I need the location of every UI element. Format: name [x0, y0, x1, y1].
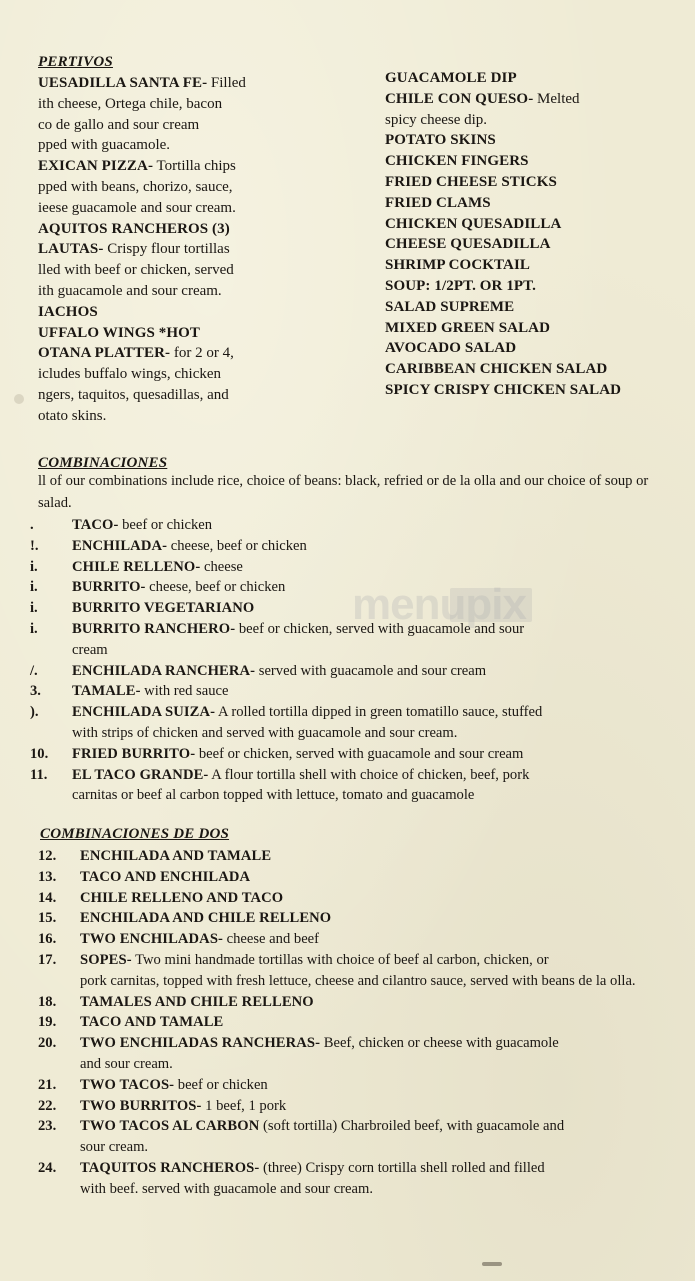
combo-description: beef or chicken: [174, 1076, 268, 1093]
menu-line: [385, 255, 621, 276]
combo-item: [30, 536, 685, 557]
combinaciones-list: [30, 515, 685, 806]
combo-number: 17.: [38, 951, 57, 968]
combo-name: ENCHILADA-: [72, 537, 168, 554]
menu-line: [385, 338, 621, 359]
combo-number: i.: [30, 558, 38, 575]
aperitivos-left-column: [38, 73, 246, 427]
aperitivos-right-column: [385, 68, 621, 401]
combo-number: 19.: [38, 1014, 57, 1031]
combo-text: [80, 992, 693, 1013]
item-description: ith guacamole and sour cream.: [38, 282, 222, 299]
item-description: ieese guacamole and sour cream.: [38, 199, 236, 216]
menu-line: [38, 385, 246, 406]
combo-item: [38, 992, 693, 1013]
menu-line: [385, 359, 621, 380]
combo-description-continued: with strips of chicken and served with guacamole and sour cream.: [72, 724, 458, 741]
combo-name: TACO AND TAMALE: [80, 1014, 224, 1031]
combo-item: [30, 681, 685, 702]
menu-line: [385, 234, 621, 255]
page-smudge: [482, 1262, 502, 1266]
combo-name: FRIED BURRITO-: [72, 745, 196, 762]
combo-text: [80, 846, 693, 867]
combo-name: TWO TACOS AL CARBON: [80, 1118, 260, 1135]
item-description: lled with beef or chicken, served: [38, 262, 234, 279]
combo-description: Two mini handmade tortillas with choice of beef al carbon, chicken, or: [131, 951, 549, 968]
combo-item: [30, 702, 685, 744]
combo-name: EL TACO GRANDE-: [72, 766, 209, 783]
menu-line: [38, 323, 246, 344]
combo-description: cheese, beef or chicken: [167, 537, 307, 554]
combo-item: [38, 1012, 693, 1033]
combo-item: [38, 908, 693, 929]
item-description: Filled: [207, 75, 246, 91]
combo-description: cheese: [200, 558, 243, 575]
item-name: SOUP: 1/2PT. OR 1PT.: [385, 277, 537, 294]
combo-description-continued: sour cream.: [80, 1139, 149, 1156]
combo-text: [72, 598, 685, 619]
combinaciones-heading: COMBINACIONES: [38, 455, 168, 471]
menu-line: [385, 276, 621, 297]
item-name: SHRIMP COCKTAIL: [385, 257, 530, 274]
combo-number: 13.: [38, 868, 57, 885]
combo-text: [80, 908, 693, 929]
combo-number: ).: [30, 704, 39, 721]
item-name: AQUITOS RANCHEROS (3): [38, 220, 230, 237]
combo-item: [38, 1158, 693, 1200]
combo-description: beef or chicken, served with guacamole and sour: [235, 620, 525, 637]
menu-line: [38, 73, 246, 94]
combo-name: TACO-: [72, 517, 119, 533]
paper-spot: [14, 394, 24, 404]
menu-line: [38, 281, 246, 302]
combo-description: A rolled tortilla dipped in green tomatillo sauce, stuffed: [215, 704, 543, 721]
combo-name: TACO AND ENCHILADA: [80, 868, 251, 885]
menu-line: [385, 110, 621, 131]
combo-number: 16.: [38, 931, 57, 948]
item-description: Crispy flour tortillas: [103, 241, 230, 258]
menu-line: [38, 135, 246, 156]
menu-line: [38, 115, 246, 136]
item-name: CHICKEN QUESADILLA: [385, 215, 562, 232]
combo-text: [72, 702, 685, 723]
item-description: pped with guacamole.: [38, 137, 171, 154]
combo-item: [30, 515, 685, 536]
menu-line: [38, 239, 246, 260]
combo-name: ENCHILADA AND TAMALE: [80, 848, 272, 864]
combo-name: BURRITO-: [72, 579, 146, 596]
combo-text: [80, 929, 693, 950]
menu-line: [38, 364, 246, 385]
combo-item: [30, 598, 685, 619]
combo-text: [80, 1033, 693, 1054]
menu-line: [385, 89, 621, 110]
combo-description: Beef, chicken or cheese with guacamole: [320, 1035, 559, 1052]
item-name: MIXED GREEN SALAD: [385, 319, 551, 336]
combo-name: CHILE RELLENO-: [72, 558, 201, 575]
combo-description: beef or chicken: [118, 517, 213, 533]
menu-line: [385, 68, 621, 89]
item-description: spicy cheese dip.: [385, 111, 488, 128]
combo-text: [72, 536, 685, 557]
item-description: pped with beans, chorizo, sauce,: [38, 178, 233, 195]
combo-number: 10.: [30, 745, 49, 762]
item-name: OTANA PLATTER-: [38, 345, 171, 362]
combo-number: 15.: [38, 910, 57, 927]
combo-number: 20.: [38, 1035, 57, 1052]
item-name: UESADILLA SANTA FE-: [38, 75, 208, 91]
item-description: for 2 or 4,: [170, 345, 234, 362]
menu-line: [38, 260, 246, 281]
combo-name: SOPES-: [80, 951, 132, 968]
menu-line: [38, 156, 246, 177]
combo-text: [72, 661, 685, 682]
combo-text: [72, 681, 685, 702]
combo-description-continued: pork carnitas, topped with fresh lettuce, cheese and cilantro sauce, served with beans de la olla.: [80, 972, 636, 989]
combo-text: [80, 1075, 693, 1096]
combo-text: [80, 1158, 693, 1179]
combo-item: [38, 1033, 693, 1075]
combo-number: 18.: [38, 993, 57, 1010]
item-description: otato skins.: [38, 407, 107, 424]
combo-item: [38, 1096, 693, 1117]
combo-name: CHILE RELLENO AND TACO: [80, 889, 284, 906]
combo-description: (three) Crispy corn tortilla shell rolled and filled: [259, 1159, 545, 1176]
item-description: Tortilla chips: [153, 158, 236, 175]
combo-description-continued: cream: [72, 641, 108, 658]
combo-name: TAMALES AND CHILE RELLENO: [80, 993, 314, 1010]
combo-name: BURRITO VEGETARIANO: [72, 600, 255, 617]
item-name: CHILE CON QUESO-: [385, 90, 534, 107]
combinaciones-intro: ll of our combinations include rice, choice of beans: black, refried or de la olla and our choice of soup or salad.: [38, 473, 649, 511]
item-name: POTATO SKINS: [385, 132, 496, 149]
combo-number: 3.: [30, 683, 41, 700]
item-name: AVOCADO SALAD: [385, 340, 517, 357]
combo-description: 1 beef, 1 pork: [201, 1097, 287, 1114]
combo-item: [30, 619, 685, 661]
item-name: SALAD SUPREME: [385, 298, 515, 315]
menu-line: [38, 406, 246, 427]
combo-name: TAQUITOS RANCHEROS-: [80, 1159, 260, 1176]
item-description: ith cheese, Ortega chile, bacon: [38, 95, 223, 112]
combo-name: TAMALE-: [72, 683, 141, 700]
combo-number: .: [30, 517, 34, 533]
combo-item: [38, 1116, 693, 1158]
item-description: Melted: [533, 90, 580, 107]
combo-description: cheese, beef or chicken: [145, 579, 286, 596]
menu-line: [385, 297, 621, 318]
menu-line: [385, 193, 621, 214]
combo-name: ENCHILADA RANCHERA-: [72, 662, 256, 679]
menu-line: [38, 343, 246, 364]
item-name: GUACAMOLE DIP: [385, 70, 517, 86]
menu-line: [38, 302, 246, 323]
menu-line: [385, 318, 621, 339]
combo-item: [38, 867, 693, 888]
combo-text: [80, 867, 693, 888]
combo-description: cheese and beef: [223, 931, 320, 948]
combo-text: [72, 515, 685, 536]
combo-text: [80, 950, 693, 971]
combo-number: 23.: [38, 1118, 57, 1135]
item-name: CHEESE QUESADILLA: [385, 236, 551, 253]
combo-description: served with guacamole and sour cream: [255, 662, 487, 679]
combo-text: [80, 888, 693, 909]
combo-number: 21.: [38, 1076, 57, 1093]
item-name: UFFALO WINGS *HOT: [38, 324, 200, 341]
item-name: SPICY CRISPY CHICKEN SALAD: [385, 381, 622, 398]
combo-item: [30, 577, 685, 598]
combo-number: i.: [30, 600, 38, 617]
aperitivos-heading: PERTIVOS: [38, 54, 113, 70]
combo-name: ENCHILADA AND CHILE RELLENO: [80, 910, 332, 927]
combo-name: TWO BURRITOS-: [80, 1097, 202, 1114]
combo-description: (soft tortilla) Charbroiled beef, with guacamole and: [259, 1118, 565, 1135]
combo-name: TWO TACOS-: [80, 1076, 175, 1093]
combo-number: 12.: [38, 848, 57, 864]
item-name: LAUTAS-: [38, 241, 104, 258]
item-description: ngers, taquitos, quesadillas, and: [38, 386, 229, 403]
combo-description: beef or chicken, served with guacamole and sour cream: [195, 745, 524, 762]
menu-line: [38, 94, 246, 115]
combo-text: [80, 1096, 693, 1117]
combo-item: [30, 765, 685, 807]
combo-description: A flour tortilla shell with choice of chicken, beef, pork: [208, 766, 530, 783]
item-name: CHICKEN FINGERS: [385, 153, 529, 170]
combo-number: !.: [30, 537, 39, 554]
combo-text: [72, 619, 685, 640]
combo-description-continued: with beef. served with guacamole and sour cream.: [80, 1180, 373, 1197]
item-name: FRIED CHEESE STICKS: [385, 173, 557, 190]
combo-number: 24.: [38, 1159, 57, 1176]
menu-line: [38, 177, 246, 198]
menu-line: [38, 198, 246, 219]
combo-description: with red sauce: [140, 683, 229, 700]
combo-number: 14.: [38, 889, 57, 906]
combo-name: BURRITO RANCHERO-: [72, 620, 236, 637]
item-name: CARIBBEAN CHICKEN SALAD: [385, 361, 608, 378]
item-description: co de gallo and sour cream: [38, 116, 200, 133]
combo-item: [38, 929, 693, 950]
menu-line: [385, 130, 621, 151]
combo-number: /.: [30, 662, 38, 679]
combo-description-continued: and sour cream.: [80, 1055, 173, 1072]
menu-line: [385, 380, 621, 401]
combo-text: [72, 577, 685, 598]
combo-name: ENCHILADA SUIZA-: [72, 704, 216, 721]
item-name: FRIED CLAMS: [385, 194, 491, 211]
combo-item: [38, 888, 693, 909]
combo-number: i.: [30, 620, 38, 637]
menu-line: [385, 151, 621, 172]
combo-item: [38, 846, 693, 867]
watermark-logo-text: menupix: [352, 580, 526, 629]
combo-number: 11.: [30, 766, 48, 783]
combo-name: TWO ENCHILADAS RANCHERAS-: [80, 1035, 321, 1052]
combo-number: i.: [30, 579, 38, 596]
menu-line: [385, 172, 621, 193]
combinaciones-dos-list: [38, 846, 693, 1200]
combo-name: TWO ENCHILADAS-: [80, 931, 223, 948]
combo-item: [30, 557, 685, 578]
menu-line: [38, 219, 246, 240]
combo-item: [30, 744, 685, 765]
item-name: IACHOS: [38, 303, 98, 320]
combo-item: [30, 661, 685, 682]
combo-description-continued: carnitas or beef al carbon topped with lettuce, tomato and guacamole: [72, 787, 475, 804]
combo-item: [38, 1075, 693, 1096]
combo-text: [80, 1012, 693, 1033]
combo-text: [72, 744, 685, 765]
menu-line: [385, 214, 621, 235]
combo-number: 22.: [38, 1097, 57, 1114]
combo-text: [72, 765, 685, 786]
combinaciones-dos-heading: COMBINACIONES DE DOS: [40, 826, 230, 842]
combo-item: [38, 950, 693, 992]
combo-text: [80, 1116, 693, 1137]
item-name: EXICAN PIZZA-: [38, 158, 154, 175]
item-description: icludes buffalo wings, chicken: [38, 366, 222, 383]
combo-text: [72, 557, 685, 578]
